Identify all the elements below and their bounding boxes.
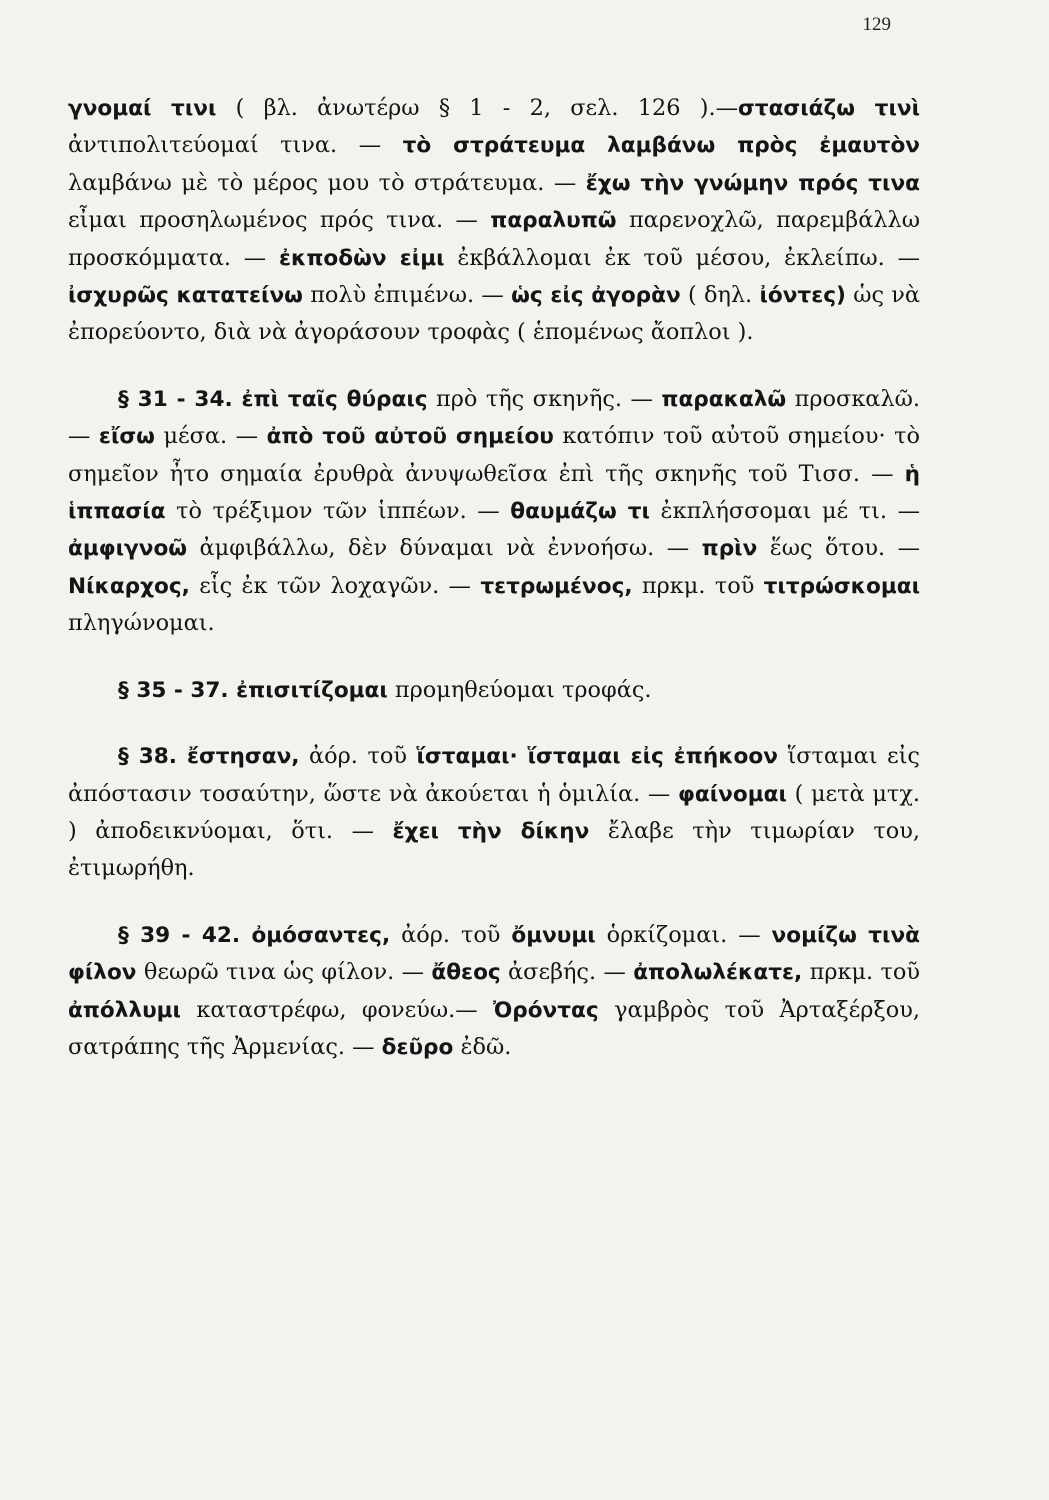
headword: ἰσχυρῶς κατατείνω [68,283,303,309]
commentary-text [68,90,920,1066]
headword: ἵσταμαι· ἵσταμαι εἰς ἐπήκοον [416,744,778,770]
headword: ὄμνυμι [511,922,596,948]
gloss-text: κατόπιν τοῦ αὐτοῦ σημείου· τὸ σημεῖον ἦτο σημαία ἐρυθρὰ ἀνυψωθεῖσα ἐπὶ τῆς σκηνῆς τοῦ Τισσ. — [68,423,920,487]
headword: ἔχει τὴν δίκην [392,818,590,844]
headword: τετρωμένος, [480,573,633,599]
gloss-text: ἔλαβε τὴν τιμωρίαν του, ἐτιμωρήθη. [68,817,921,882]
headword: Νίκαρχος, [68,573,190,599]
gloss-text: ἐδῶ. [453,1033,512,1060]
headword: ἀμφιγνοῶ [68,536,188,562]
headword: τιτρώσκομαι [763,573,920,599]
headword: ὡς εἰς ἀγορὰν [511,283,681,309]
section-paragraph [68,381,920,643]
gloss-text: εἷς ἐκ τῶν λοχαγῶν. — [189,572,481,599]
gloss-text: ἀόρ. τοῦ [299,743,417,770]
headword: εἴσω [98,424,155,450]
headword: παραλυπῶ [490,208,617,234]
gloss-text: ἀόρ. τοῦ [390,921,512,948]
gloss-text: μέσα. — [154,423,267,450]
gloss-text: λαμβάνω μὲ τὸ μέρος μου τὸ στράτευμα. — [68,169,586,196]
gloss-text: τὸ τρέξιμον τῶν ἱππέων. — [165,498,511,525]
headword: θαυμάζω τι [510,499,650,525]
headword: ἀπόλλυμι [68,997,181,1023]
headword: στασιάζω τινὶ [737,96,920,121]
gloss-text: καταστρέφω, φονεύω.— [180,996,493,1023]
gloss-text: ( μετὰ μτχ. ) ἀποδεικνύομαι, ὅτι. — [68,780,920,844]
continuation-paragraph [68,90,920,352]
gloss-text: πολὺ ἐπιμένω. — [302,282,512,309]
headword: γνομαί τινι [68,96,217,121]
gloss-text: ὡς νὰ ἐπορεύοντο, διὰ νὰ ἀγοράσουν τροφὰς ( ἑπομένως ἄοπλοι ). [68,282,921,346]
headword: § 35 - 37. ἐπισιτίζομαι [118,677,388,703]
gloss-text: ( δηλ. [680,282,760,309]
headword: ἀπὸ τοῦ αὐτοῦ σημείου [266,424,554,450]
gloss-text: ἵσταμαι εἰς ἀπόστασιν τοσαύτην, ὥστε νὰ ἀκούεται ἡ ὁμιλία. — [68,743,920,807]
headword: § 38. ἔστησαν, [118,744,300,770]
headword: δεῦρο [381,1034,454,1060]
section-paragraph [68,738,920,888]
gloss-text: πρὸ τῆς σκηνῆς. — [427,385,662,412]
headword: ἰόντες) [759,283,846,309]
gloss-text: πρκμ. τοῦ [632,572,764,599]
gloss-text: ἀμφιβάλλω, δὲν δύναμαι νὰ ἐννοήσω. — [187,535,702,562]
bleed-through-shadow [70,1145,920,1475]
gloss-text: ὁρκίζομαι. — [595,921,772,948]
gloss-text: προμηθεύομαι τροφάς. [387,676,652,703]
section-paragraph [68,672,920,709]
headword: φαίνομαι [678,781,787,807]
headword: νομίζω τινὰ φίλον [68,922,920,986]
headword: τὸ στράτευμα λαμβάνω πρὸς ἐμαυτὸν [402,133,920,159]
page-number: 129 [862,14,891,35]
headword: § 31 - 34. ἐπὶ ταῖς θύραις [118,386,428,412]
gloss-text: θεωρῶ τινα ὡς φίλον. — [136,959,432,986]
headword: ἡ ἱππασία [68,461,920,525]
headword: ἔχω τὴν γνώμην πρός τινα [585,170,921,196]
gloss-text: εἶμαι προσηλωμένος πρός τινα. — [68,207,491,234]
headword: Ὀρόντας [493,997,599,1023]
section-paragraph [68,917,920,1067]
headword: ἐκποδὼν εἰμι [278,245,445,271]
gloss-text: ἐκβάλλομαι ἐκ τοῦ μέσου, ἐκλείπω. — [444,244,920,271]
gloss-text: προσκαλῶ. — [68,385,920,450]
headword: § 39 - 42. ὀμόσαντες, [118,922,391,948]
gloss-text: παρενοχλῶ, παρεμβάλλω προσκόμματα. — [68,207,920,271]
gloss-text: ( βλ. ἀνωτέρω § 1 - 2, σελ. 126 ).— [216,95,738,121]
headword: ἄθεος [431,960,501,986]
gloss-text: ἀσεβής. — [500,959,634,986]
gloss-text: πρκμ. τοῦ [802,959,920,986]
headword: παρακαλῶ [661,386,787,412]
gloss-text: ἀντιπολιτεύομαί τινα. — [68,132,403,159]
gloss-text: ἕως ὅτου. — [757,535,920,562]
gloss-text: πληγώνομαι. [68,610,215,637]
gloss-text: ἐκπλήσσομαι μέ τι. — [649,498,920,525]
headword: ἀπολωλέκατε, [633,960,803,986]
headword: πρὶν [701,536,758,562]
gloss-text: γαμβρὸς τοῦ Ἀρταξέρξου, σατράπης τῆς Ἀρμενίας. — [68,996,920,1060]
